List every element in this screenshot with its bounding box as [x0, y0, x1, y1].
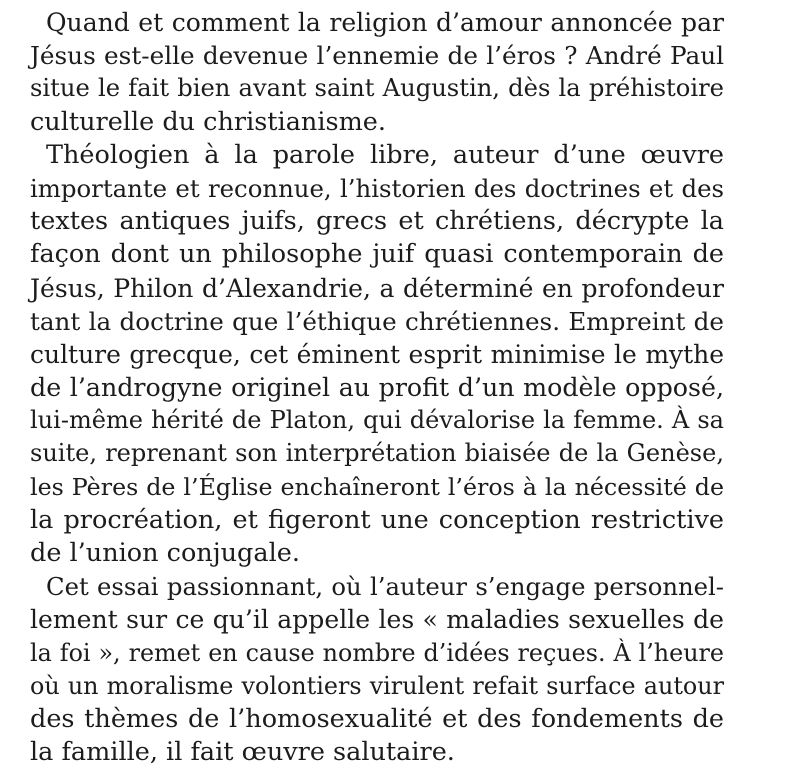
- text-line: Théologien à la parole libre, auteur d’une œuvre: [46, 139, 724, 170]
- text-line: de l’union conjugale.: [30, 538, 300, 568]
- text-line: la foi », remet en cause nombre d’idées reçues. À l’heure: [30, 638, 724, 667]
- text-line: culture grecque, cet éminent esprit minimise le mythe: [30, 339, 724, 369]
- text-line: Cet essai passionnant, où l’auteur s’engage personnel-: [46, 572, 724, 602]
- text-line: où un moralisme volontiers virulent refait surface autour: [30, 671, 724, 700]
- paragraph-3: [30, 570, 724, 769]
- text-line: Quand et comment la religion d’amour annoncée par: [46, 8, 724, 37]
- book-blurb-text: [30, 6, 724, 769]
- text-line: les Pères de l’Église enchaîneront l’éros à la nécessité de: [30, 472, 724, 501]
- text-line: des thèmes de l’homosexualité et des fondements de: [30, 703, 724, 734]
- text-line: Jésus est-elle devenue l’ennemie de l’éros ? André Paul: [30, 41, 724, 71]
- text-line: la famille, il fait œuvre salutaire.: [30, 737, 455, 768]
- text-line: lement sur ce qu’il appelle les « maladies sexuelles de: [30, 605, 724, 635]
- text-line: lui-même hérité de Platon, qui dévalorise la femme. À sa: [30, 406, 724, 435]
- text-line: la procréation, et figeront une conception restrictive: [30, 504, 724, 535]
- text-line: Jésus, Philon d’Alexandrie, a déterminé en profondeur: [30, 273, 724, 303]
- paragraph-2: [30, 139, 724, 570]
- text-line: tant la doctrine que l’éthique chrétiennes. Empreint de: [30, 306, 724, 336]
- text-line: façon dont un philosophe juif quasi contemporain de: [30, 239, 724, 270]
- text-line: importante et reconnue, l’historien des doctrines et des: [30, 173, 724, 203]
- text-line: de l’androgyne originel au profit d’un modèle opposé,: [30, 373, 724, 403]
- text-line: culturelle du christianisme.: [30, 106, 386, 137]
- text-line: suite, reprenant son interprétation biaisée de la Genèse,: [30, 439, 724, 468]
- text-line: textes antiques juifs, grecs et chrétiens, décrypte la: [30, 206, 724, 237]
- text-line: situe le fait bien avant saint Augustin, dès la préhistoire: [30, 74, 724, 103]
- paragraph-1: [30, 6, 724, 139]
